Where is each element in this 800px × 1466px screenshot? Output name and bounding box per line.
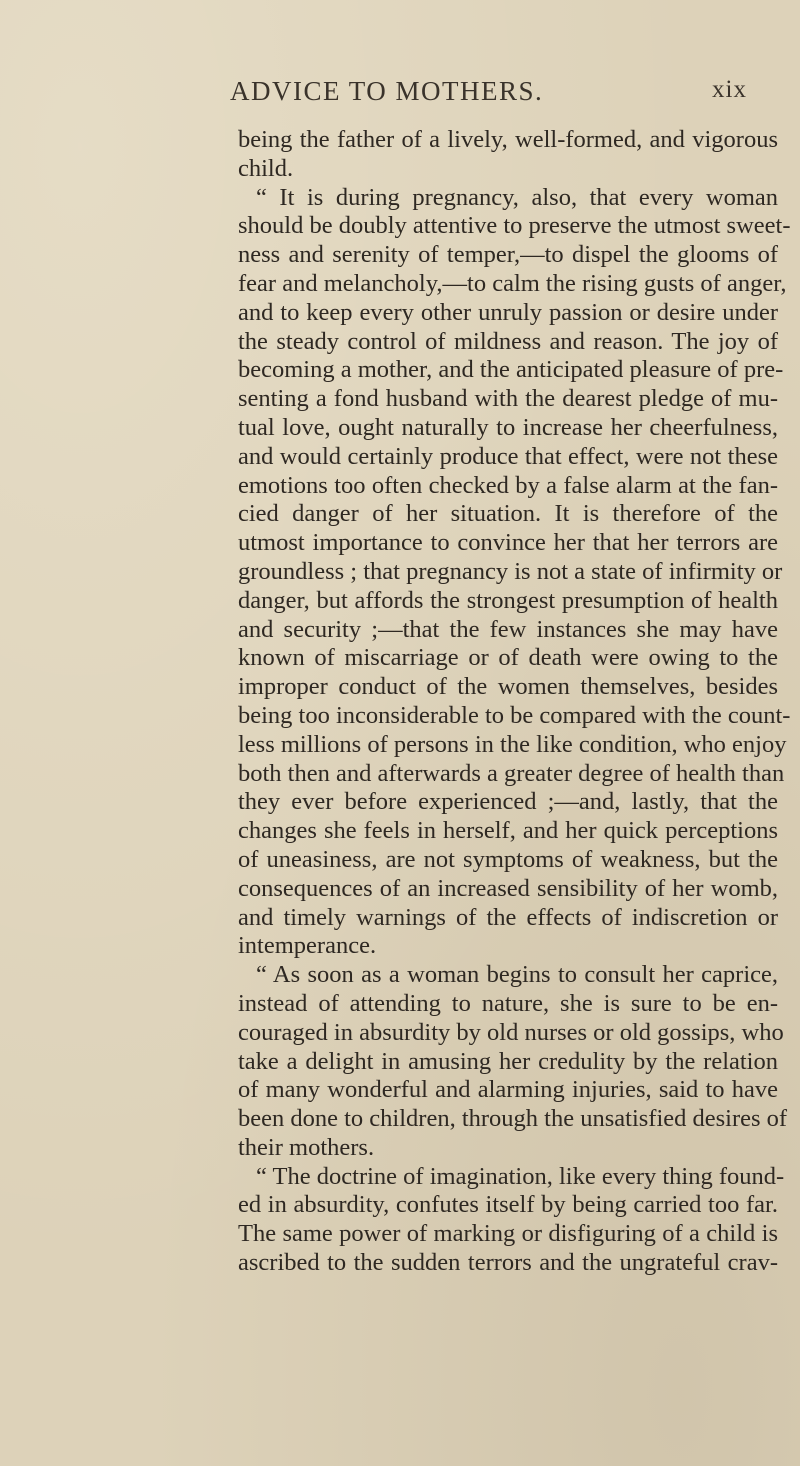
text-line: cied danger of her situation. It is therefore of the bbox=[238, 500, 778, 528]
text-line: and timely warnings of the effects of indiscretion or bbox=[238, 903, 778, 931]
text-line: the steady control of mildness and reason. The joy of bbox=[238, 327, 778, 355]
text-line: The same power of marking or disfiguring of a child is bbox=[238, 1220, 778, 1248]
text-line: being too inconsiderable to be compared with the count- bbox=[238, 701, 791, 729]
running-title: ADVICE TO MOTHERS. bbox=[230, 76, 544, 106]
text-line: both then and afterwards a greater degree of health than bbox=[238, 759, 785, 787]
text-line: consequences of an increased sensibility of her womb, bbox=[238, 874, 778, 902]
text-line: intemperance. bbox=[238, 932, 377, 960]
text-line: ed in absurdity, confutes itself by being carried too far. bbox=[238, 1191, 778, 1219]
text-line: their mothers. bbox=[238, 1133, 375, 1161]
text-line: instead of attending to nature, she is sure to be en- bbox=[238, 989, 778, 1017]
text-line: changes she feels in herself, and her quick perceptions bbox=[238, 817, 778, 845]
text-line: and to keep every other unruly passion or desire under bbox=[238, 298, 778, 326]
text-line: ascribed to the sudden terrors and the ungrateful crav- bbox=[238, 1249, 778, 1277]
text-line: “ It is during pregnancy, also, that every woman bbox=[256, 183, 778, 211]
text-line: “ The doctrine of imagination, like every thing found- bbox=[256, 1162, 785, 1190]
body-text bbox=[238, 126, 791, 1278]
text-line: and would certainly produce that effect, were not these bbox=[238, 442, 778, 470]
text-line: of uneasiness, are not symptoms of weakness, but the bbox=[238, 845, 778, 873]
running-head bbox=[0, 76, 800, 116]
text-line: ness and serenity of temper,—to dispel the glooms of bbox=[238, 241, 778, 269]
text-line: tual love, ought naturally to increase her cheerfulness, bbox=[238, 413, 778, 441]
text-line: been done to children, through the unsatisfied desires of bbox=[238, 1105, 788, 1133]
text-line: groundless ; that pregnancy is not a state of infirmity or bbox=[238, 557, 783, 585]
text-line: being the father of a lively, well-formed, and vigorous bbox=[238, 126, 778, 153]
text-line: danger, but affords the strongest presumption of health bbox=[238, 586, 778, 614]
text-line: child. bbox=[238, 154, 294, 182]
text-line: senting a fond husband with the dearest pledge of mu- bbox=[238, 385, 778, 413]
text-line: “ As soon as a woman begins to consult her caprice, bbox=[256, 961, 778, 989]
page-number: xix bbox=[712, 76, 747, 103]
text-line: couraged in absurdity by old nurses or old gossips, who bbox=[238, 1018, 784, 1046]
text-line: fear and melancholy,—to calm the rising gusts of anger, bbox=[238, 269, 787, 297]
text-line: and security ;—that the few instances she may have bbox=[238, 615, 778, 643]
text-line: improper conduct of the women themselves, besides bbox=[238, 673, 778, 701]
text-line: take a delight in amusing her credulity by the relation bbox=[238, 1047, 778, 1075]
text-line: should be doubly attentive to preserve the utmost sweet- bbox=[238, 212, 791, 240]
text-line: emotions too often checked by a false alarm at the fan- bbox=[238, 471, 778, 499]
text-line: they ever before experienced ;—and, lastly, that the bbox=[238, 788, 778, 816]
text-line: of many wonderful and alarming injuries, said to have bbox=[238, 1076, 778, 1104]
text-line: becoming a mother, and the anticipated pleasure of pre- bbox=[238, 356, 784, 384]
text-line: less millions of persons in the like condition, who enjoy bbox=[238, 730, 787, 758]
text-line: utmost importance to convince her that her terrors are bbox=[238, 529, 778, 557]
text-line: known of miscarriage or of death were owing to the bbox=[238, 644, 778, 672]
